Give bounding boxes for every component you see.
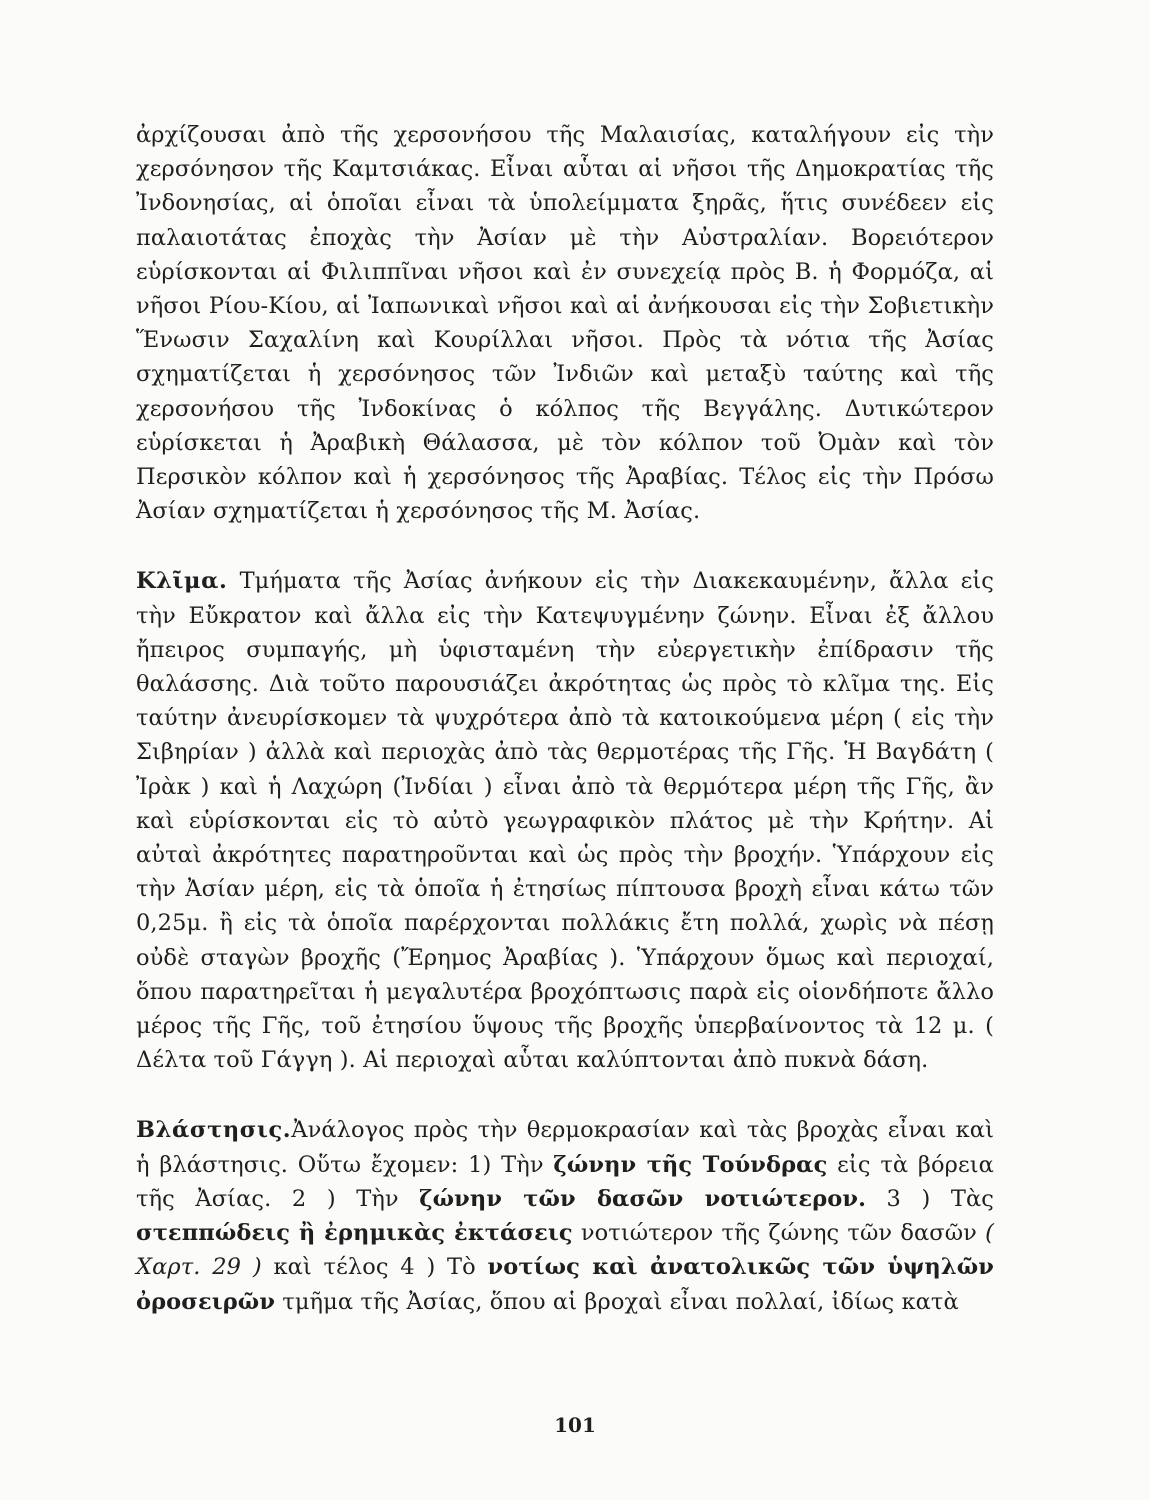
vegetation-text-4: νοτιώτερον τῆς ζώνης τῶν δασῶν [572, 1220, 986, 1247]
paragraph-geography: ἀρχίζουσαι ἀπὸ τῆς χερσονήσου τῆς Μαλαισίας, καταλήγουν εἰς τὴν χερσόνησον τῆς Καμτσιάκας. Εἶναι αὗται αἱ νῆσοι τῆς Δημοκρατίας τῆς Ἰνδονησίας, αἱ ὁποῖαι εἶναι τὰ ὑπολείμματα ξηρᾶς, ἥτις συνέδεεν εἰς παλαιοτάτας ἐποχὰς τὴν Ἀσίαν μὲ τὴν Αὐστραλίαν. Βορειότερον εὑρίσκονται αἱ Φιλιππῖναι νῆσοι καὶ ἐν συνεχείᾳ πρὸς Β. ἡ Φορμόζα, αἱ νῆσοι Ρίου-Κίου, αἱ Ἰαπωνικαὶ νῆσοι καὶ αἱ ἀνήκουσαι εἰς τὴν Σοβιετικὴν Ἕνωσιν Σαχαλίνη καὶ Κουρίλλαι νῆσοι. Πρὸς τὰ νότια τῆς Ἀσίας σχηματίζεται ἡ χερσόνησος τῶν Ἰνδιῶν καὶ μεταξὺ ταύτης καὶ τῆς χερσονήσου τῆς Ἰνδοκίνας ὁ κόλπος τῆς Βεγγάλης. Δυτικώτερον εὑρίσκεται ἡ Ἀραβικὴ Θάλασσα, μὲ τὸν κόλπον τοῦ Ὀμὰν καὶ τὸν Περσικὸν κόλπον καὶ ἡ χερσόνησος τῆς Ἀραβίας. Τέλος εἰς τὴν Πρόσω Ἀσίαν σχηματίζεται ἡ χερσόνησος τῆς Μ. Ἀσίας. [136, 122, 994, 525]
vegetation-text-3: 3 ) Τὰς [866, 1185, 995, 1212]
vegetation-map-ref: ( Χαρτ. 29 ) [136, 1220, 995, 1281]
vegetation-bold-steppes: στεππώδεις ἢ ἐρημικὰς ἐκτάσεις [136, 1220, 573, 1247]
vegetation-text-6: τμῆμα τῆς Ἀσίας, ὅπου αἱ βροχαὶ εἶναι πολλαί, ἰδίως κατὰ [275, 1288, 959, 1315]
vegetation-text-5: καὶ τέλος 4 ) Τὸ [261, 1254, 488, 1281]
climate-heading: Κλῖμα. [136, 568, 228, 595]
vegetation-text-1: Ἀνάλογος πρὸς τὴν θερμοκρασίαν καὶ τὰς βροχὰς εἶναι καὶ ἡ βλάστησις. Οὕτω ἔχομεν: 1) Τὴν [136, 1117, 994, 1178]
paragraph-climate [136, 564, 994, 1077]
vegetation-bold-forests: ζώνην τῶν δασῶν νοτιώτερον. [419, 1185, 867, 1212]
body-text [136, 118, 994, 1319]
page-number: 101 [554, 1413, 596, 1437]
vegetation-heading: Βλάστησις. [136, 1117, 292, 1144]
vegetation-bold-mountains: νοτίως καὶ ἀνατολικῶς τῶν ὑψηλῶν ὀροσειρῶν [136, 1254, 995, 1315]
vegetation-text-2: εἰς τὰ βόρεια τῆς Ἀσίας. 2 ) Τὴν [136, 1151, 994, 1212]
climate-text: Τμήματα τῆς Ἀσίας ἀνήκουν εἰς τὴν Διακεκαυμένην, ἄλλα εἰς τὴν Εὔκρατον καὶ ἄλλα εἰς τὴν Κατεψυγμένην ζώνην. Εἶναι ἐξ ἄλλου ἤπειρος συμπαγής, μὴ ὑφισταμένη τὴν εὐεργετικὴν ἐπίδρασιν τῆς θαλάσσης. Διὰ τοῦτο παρουσιάζει ἀκρότητας ὡς πρὸς τὸ κλῖμα της. Εἰς ταύτην ἀνευρίσκομεν τὰ ψυχρότερα ἀπὸ τὰ κατοικούμενα μέρη ( εἰς τὴν Σιβηρίαν ) ἀλλὰ καὶ περιοχὰς ἀπὸ τὰς θερμοτέρας τῆς Γῆς. Ἡ Βαγδάτη ( Ἰρὰκ ) καὶ ἡ Λαχώρη (Ἰνδίαι ) εἶναι ἀπὸ τὰ θερμότερα μέρη τῆς Γῆς, ἂν καὶ εὑρίσκονται εἰς τὸ αὐτὸ γεωγραφικὸν πλάτος μὲ τὴν Κρήτην. Αἱ αὐταὶ ἀκρότητες παρατηροῦνται καὶ ὡς πρὸς τὴν βροχήν. Ὑπάρχουν εἰς τὴν Ἀσίαν μέρη, εἰς τὰ ὁποῖα ἡ ἐτησίως πίπτουσα βροχὴ εἶναι κάτω τῶν 0,25μ. ἢ εἰς τὰ ὁποῖα παρέρχονται πολλάκις ἔτη πολλά, χωρὶς νὰ πέσῃ οὐδὲ σταγὼν βροχῆς (Ἔρημος Ἀραβίας ). Ὑπάρχουν ὅμως καὶ περιοχαί, ὅπου παρατηρεῖται ἡ μεγαλυτέρα βροχόπτωσις παρὰ εἰς οἱονδήποτε ἄλλο μέρος τῆς Γῆς, τοῦ ἐτησίου ὕψους τῆς βροχῆς ὑπερβαίνοντος τὰ 12 μ. ( Δέλτα τοῦ Γάγγη ). Αἱ περιοχαὶ αὗται καλύπτονται ἀπὸ πυκνὰ δάση. [136, 568, 994, 1074]
vegetation-bold-tundra: ζώνην τῆς Τούνδρας [553, 1151, 828, 1178]
paragraph-vegetation [136, 1113, 994, 1318]
